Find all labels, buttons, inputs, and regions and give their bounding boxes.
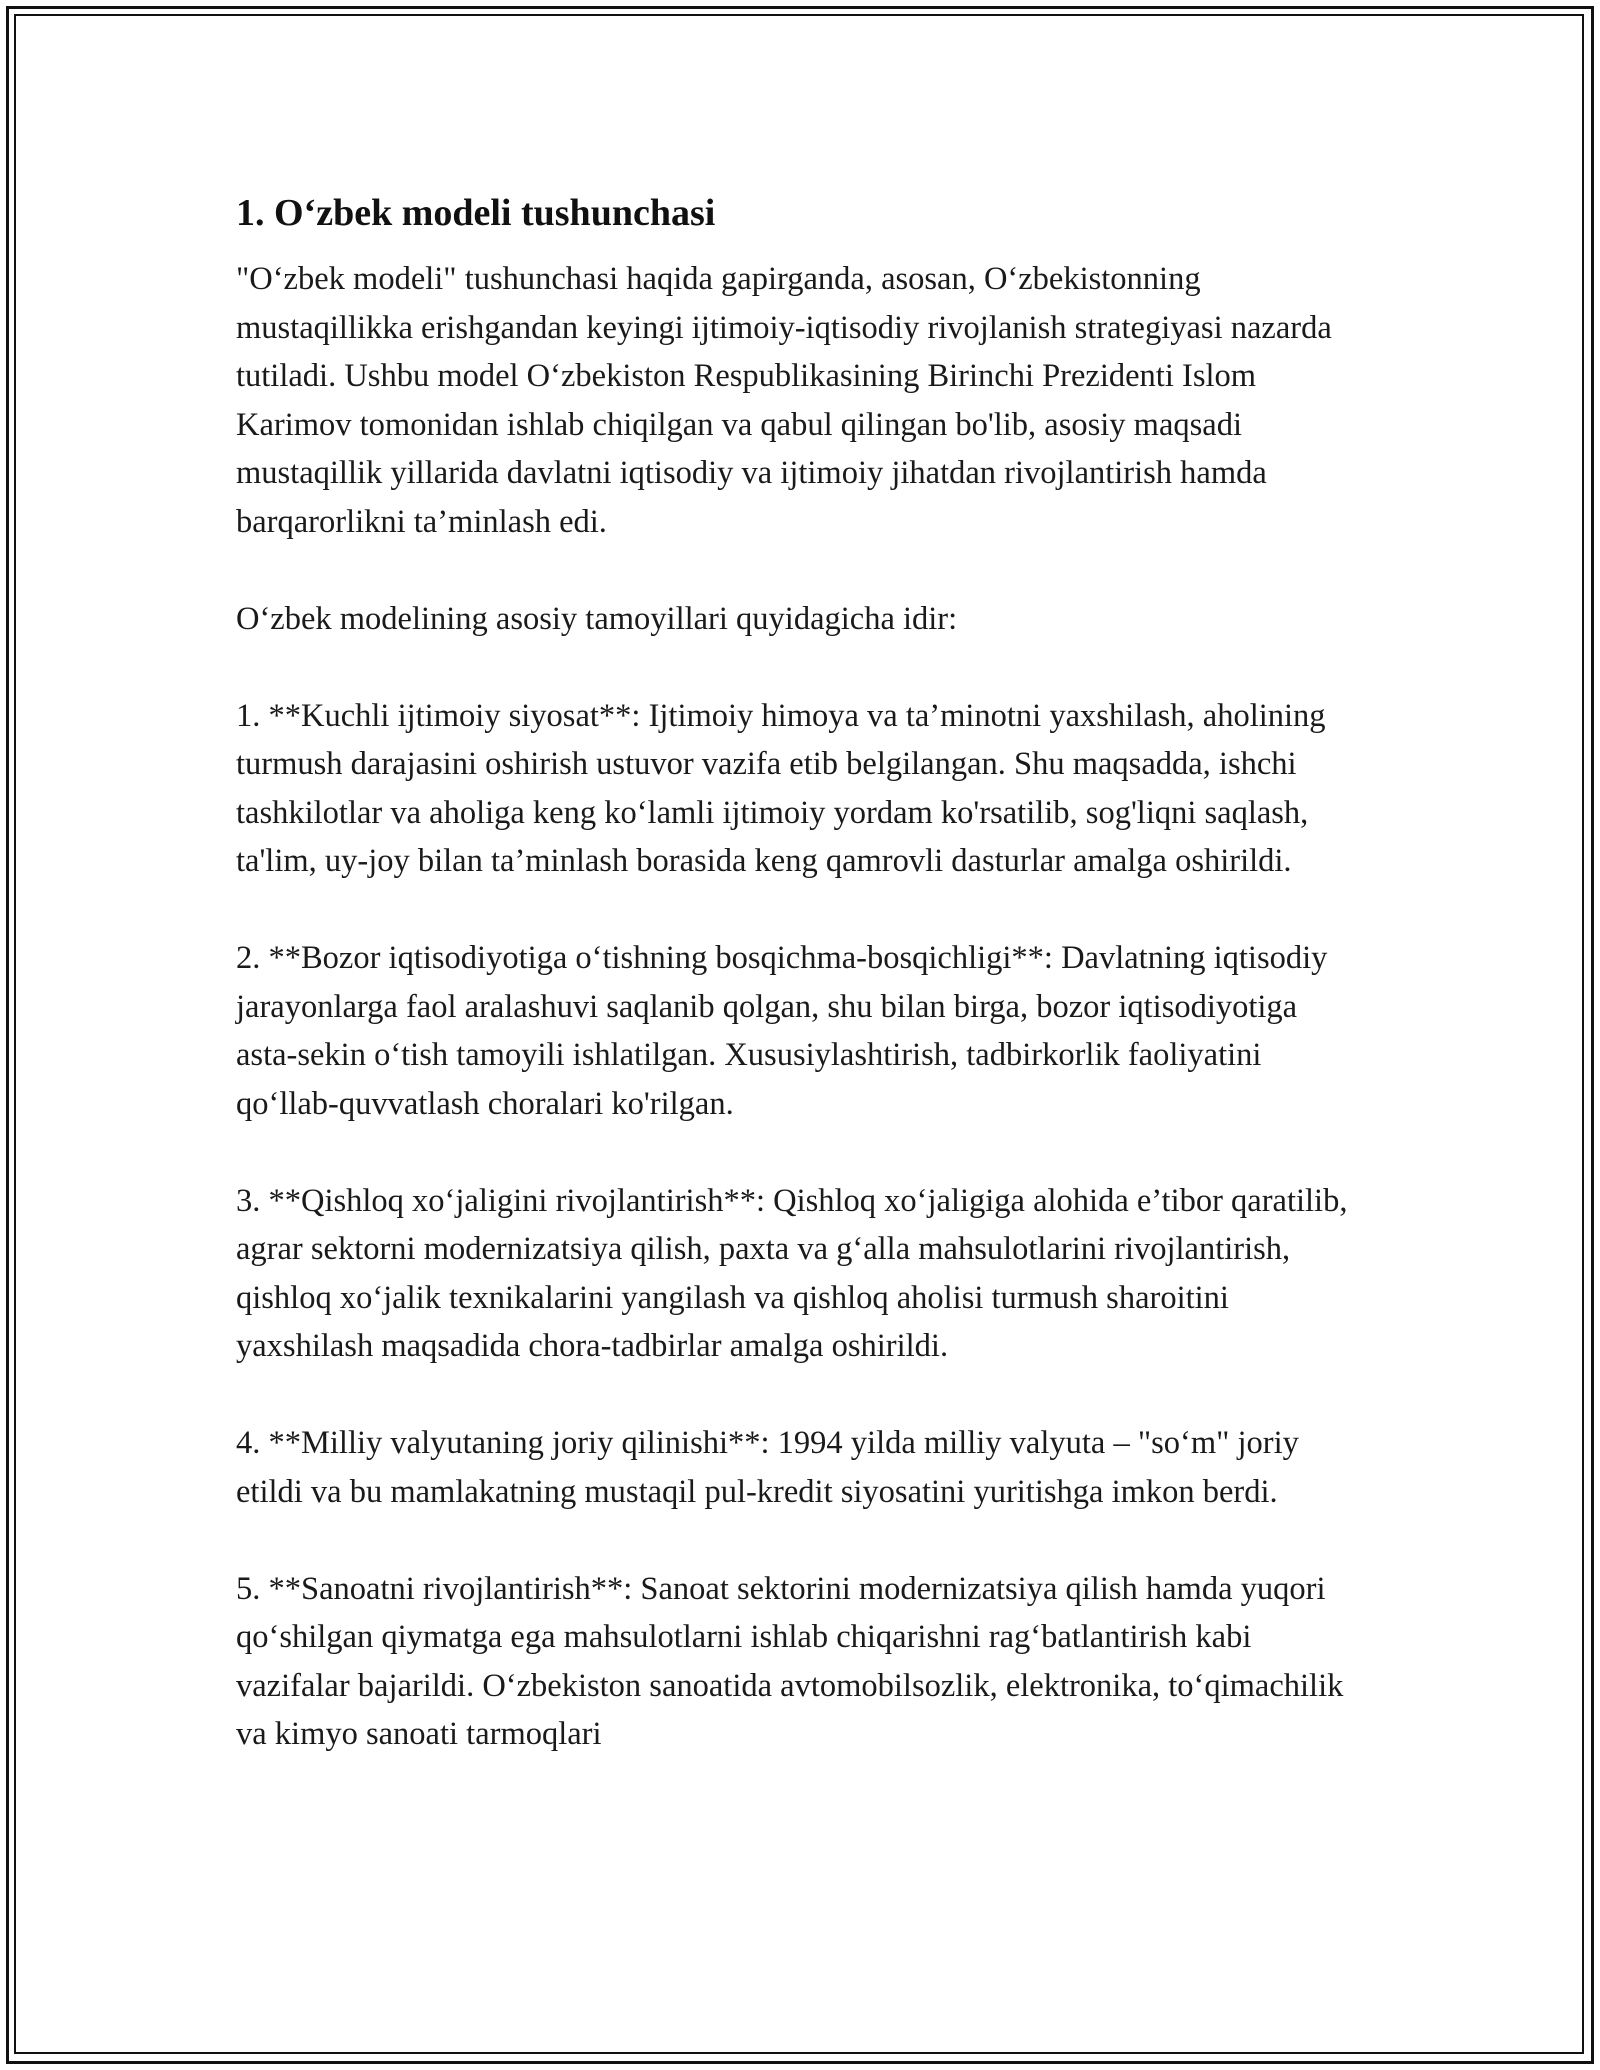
paragraph-principle-5: 5. **Sanoatni rivojlantirish**: Sanoat sektorini modernizatsiya qilish hamda yuqori qo‘shilgan qiymatga ega mahsulotlarni ishlab chiqarishni rag‘batlantirish kabi vazifalar bajarildi. O‘zbekiston sanoatida avtomobilsozlik, elektronika, to‘qimachilik va kimyo sanoati tarmoqlari — [236, 1570, 1344, 1752]
document-body — [236, 186, 1366, 1759]
paragraph-intro: "O‘zbek modeli" tushunchasi haqida gapirganda, asosan, O‘zbekistonning mustaqillikka erishgandan keyingi ijtimoiy-iqtisodiy rivojlanish strategiyasi nazarda tutiladi. Ushbu model O‘zbekiston Respublikasining Birinchi Prezidenti Islom Karimov tomonidan ishlab chiqilgan va qabul qilingan bo'lib, asosiy maqsadi mustaqillik yillarida davlatni iqtisodiy va ijtimoiy jihatdan rivojlantirish hamda barqarorlikni ta’minlash edi. — [236, 261, 1332, 540]
paragraph-principle-4: 4. **Milliy valyutaning joriy qilinishi**: 1994 yilda milliy valyuta – "so‘m" joriy etildi va bu mamlakatning mustaqil pul-kredit siyosatini yuritishga imkon berdi. — [236, 1425, 1299, 1510]
paragraph-principle-1: 1. **Kuchli ijtimoiy siyosat**: Ijtimoiy himoya va ta’minotni yaxshilash, aholining turmush darajasini oshirish ustuvor vazifa etib belgilangan. Shu maqsadda, ishchi tashkilotlar va aholiga keng ko‘lamli ijtimoiy yordam ko'rsatilib, sog'liqni saqlash, ta'lim, uy-joy bilan ta’minlash borasida keng qamrovli dasturlar amalga oshirildi. — [236, 697, 1326, 879]
paragraph-principles-intro: O‘zbek modelining asosiy tamoyillari quyidagicha idir: — [236, 600, 958, 637]
paragraph-principle-3: 3. **Qishloq xo‘jaligini rivojlantirish**: Qishloq xo‘jaligiga alohida e’tibor qaratilib, agrar sektorni modernizatsiya qilish, paxta va g‘alla mahsulotlarini rivojlantirish, qishloq xo‘jalik texnikalarini yangilash va qishloq aholisi turmush sharoitini yaxshilash maqsadida chora-tadbirlar amalga oshirildi. — [236, 1182, 1348, 1364]
section-heading: 1. O‘zbek modeli tushunchasi — [236, 192, 716, 234]
paragraph-principle-2: 2. **Bozor iqtisodiyotiga o‘tishning bosqichma-bosqichligi**: Davlatning iqtisodiy jarayonlarga faol aralashuvi saqlanib qolgan, shu bilan birga, bozor iqtisodiyotiga asta-sekin o‘tish tamoyili ishlatilgan. Xususiylashtirish, tadbirkorlik faoliyatini qo‘llab-quvvatlash choralari ko'rilgan. — [236, 940, 1328, 1122]
